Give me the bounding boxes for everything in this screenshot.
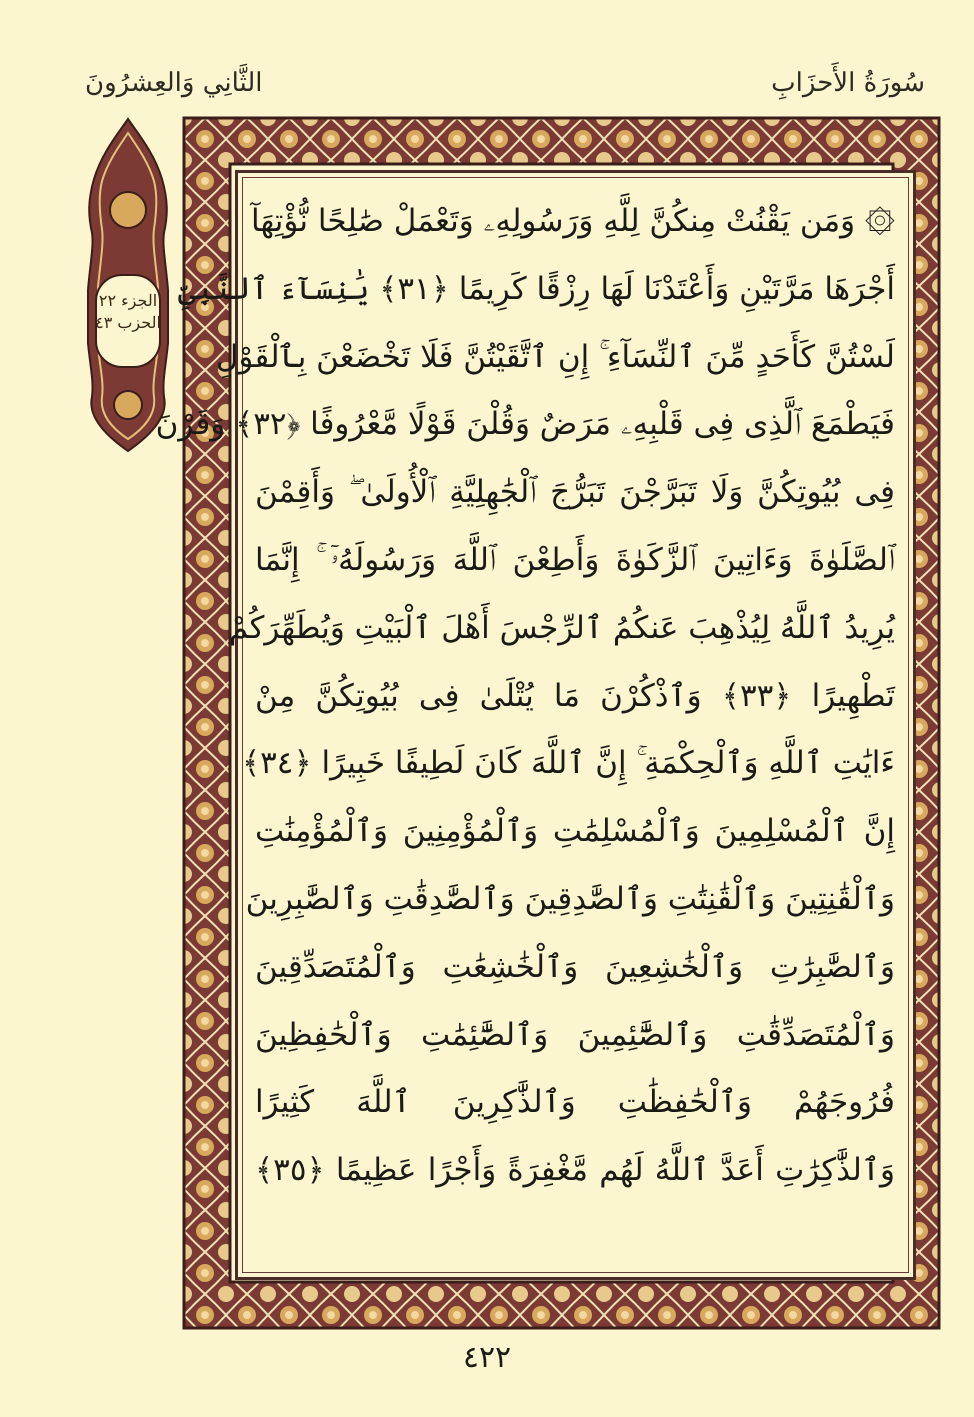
verse-line-8: تَطْهِيرًا ﴿٣٣﴾ وَٱذْكُرْنَ مَا يُتْلَىٰ فِى بُيُوتِكُنَّ مِنْ xyxy=(255,677,895,714)
verse-lines xyxy=(155,188,895,1205)
verse-line-7: يُرِيدُ ٱللَّهُ لِيُذْهِبَ عَنكُمُ ٱلرِّجْسَ أَهْلَ ٱلْبَيْتِ وَيُطَهِّرَكُمْ xyxy=(229,609,895,646)
juz-title: الثَّانِي وَالعِشرُونَ xyxy=(85,68,263,98)
verse-line-4: فَيَطْمَعَ ٱلَّذِى فِى قَلْبِهِۦ مَرَضٌ وَقُلْنَ قَوْلًا مَّعْرُوفًا ﴿٣٢﴾ وَقَرْنَ xyxy=(155,406,895,443)
verse-line-3: لَسْتُنَّ كَأَحَدٍ مِّنَ ٱلنِّسَآءِ ۚ إِنِ ٱتَّقَيْتُنَّ فَلَا تَخْضَعْنَ بِٱلْقَوْلِ xyxy=(215,338,895,375)
page-number: ٤٢٢ xyxy=(462,1340,512,1375)
verse-line-11: وَٱلْقَٰنِتِينَ وَٱلْقَٰنِتَٰتِ وَٱلصَّٰدِقِينَ وَٱلصَّٰدِقَٰتِ وَٱلصَّٰبِرِينَ xyxy=(245,880,895,917)
surah-title: سُورَةُ الأَحزَابِ xyxy=(771,68,925,98)
verse-line-13: وَٱلْمُتَصَدِّقَٰتِ وَٱلصَّٰٓئِمِينَ وَٱلصَّٰٓئِمَٰتِ وَٱلْحَٰفِظِينَ xyxy=(255,1016,895,1053)
verse-line-6: ٱلصَّلَوٰةَ وَءَاتِينَ ٱلزَّكَوٰةَ وَأَطِعْنَ ٱللَّهَ وَرَسُولَهُۥٓ ۚ إِنَّمَا xyxy=(255,541,895,578)
verse-line-9: ءَايَٰتِ ٱللَّهِ وَٱلْحِكْمَةِ ۚ إِنَّ ٱللَّهَ كَانَ لَطِيفًا خَبِيرًا ﴿٣٤﴾ xyxy=(241,745,895,782)
juz-label: الجزء ٢٢ xyxy=(98,291,158,310)
page-header xyxy=(75,58,935,108)
verse-line-2: أَجْرَهَا مَرَّتَيْنِ وَأَعْتَدْنَا لَهَا رِزْقًا كَرِيمًا ﴿٣١﴾ يَٰنِسَآءَ ٱلنَّبِىِّ xyxy=(177,270,895,307)
hizb-label: الحزب ٤٣ xyxy=(95,313,161,332)
verse-line-5: فِى بُيُوتِكُنَّ وَلَا تَبَرَّجْنَ تَبَرُّجَ ٱلْجَٰهِلِيَّةِ ٱلْأُولَىٰ ۖ وَأَقِمْنَ xyxy=(255,474,895,511)
verse-line-15: وَٱلذَّٰكِرَٰتِ أَعَدَّ ٱللَّهُ لَهُم مَّغْفِرَةً وَأَجْرًا عَظِيمًا ﴿٣٥﴾ xyxy=(255,1152,895,1189)
verse-line-1: ۞ وَمَن يَقْنُتْ مِنكُنَّ لِلَّهِ وَرَسُولِهِۦ وَتَعْمَلْ صَٰلِحًا نُّؤْتِهَآ xyxy=(251,203,895,239)
verse-line-10: إِنَّ ٱلْمُسْلِمِينَ وَٱلْمُسْلِمَٰتِ وَٱلْمُؤْمِنِينَ وَٱلْمُؤْمِنَٰتِ xyxy=(255,813,895,850)
verse-line-12: وَٱلصَّٰبِرَٰتِ وَٱلْخَٰشِعِينَ وَٱلْخَٰشِعَٰتِ وَٱلْمُتَصَدِّقِينَ xyxy=(255,948,895,985)
juz-hizb-label xyxy=(84,290,172,334)
verse-line-14: فُرُوجَهُمْ وَٱلْحَٰفِظَٰتِ وَٱلذَّٰكِرِينَ ٱللَّهَ كَثِيرًا xyxy=(255,1084,895,1121)
